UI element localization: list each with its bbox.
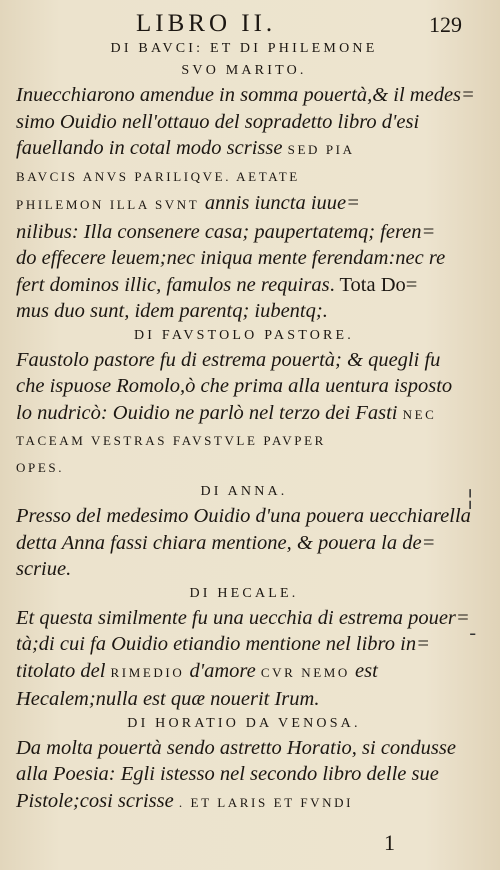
text-line: PHILEMON ILLA SVNT annis iuncta iuue= (16, 192, 360, 214)
catchword: 1 (384, 830, 395, 855)
text-line: Presso del medesimo Ouidio d'una pouera uecchiarella (16, 505, 471, 527)
text-line: Et questa similmente fu una uecchia di estrema pouer= (16, 606, 470, 629)
page-number: 129 (429, 12, 462, 37)
text-line: lo nudricò: Ouidio ne parlò nel terzo dei Fasti NEC (16, 401, 437, 424)
section-heading-baucis: DI BAVCI: ET DI PHILEMONE (110, 41, 378, 56)
paragraph-anna (16, 503, 472, 583)
paragraph-hecale (16, 605, 472, 713)
ink-mark: ╎ (463, 489, 476, 511)
paragraph-horatio (16, 735, 472, 817)
paragraph-faustolo (16, 347, 472, 482)
text-line: Faustolo pastore fu di estrema pouertà; & quegli fu (16, 348, 441, 371)
text-line: TACEAM VESTRAS FAVSTVLE PAVPER (16, 433, 326, 448)
text-line: che ispuose Romolo,ò che prima alla uentura isposto (16, 375, 453, 397)
text-line: do effecere leuem;nec iniqua mente ferendam:nec re (16, 247, 446, 269)
section-heading-baucis-2: SVO MARITO. (181, 63, 307, 78)
text-line: Hecalem;nulla est quæ nouerit Irum. (16, 688, 320, 710)
text-line: Da molta pouertà sendo astretto Horatio, si condusse (16, 736, 456, 759)
text-line: fert dominos illic, famulos ne requiras. Tota Do= (16, 273, 418, 296)
text-line: detta Anna fassi chiara mentione, & pouera la de= (16, 531, 436, 554)
section-heading-hecale: DI HECALE. (189, 585, 299, 601)
text-line: tà;di cui fa Ouidio etiandio mentione nel libro in= (16, 633, 430, 655)
paragraph-baucis (16, 82, 475, 325)
section-heading-anna: DI ANNA. (200, 484, 288, 499)
text-line: BAVCIS ANVS PARILIQVE. AETATE (16, 168, 300, 184)
text-line: titolato del RIMEDIO d'amore CVR NEMO est (16, 659, 378, 682)
text-line: Pistole;cosi scrisse . ET LARIS ET FVNDI (16, 789, 354, 812)
text-line: alla Poesia: Egli istesso nel secondo libro delle sue (16, 763, 439, 785)
text-line: OPES. (16, 459, 65, 475)
text-line: mus duo sunt, idem parentq; iubentq;. (16, 300, 328, 322)
running-head (16, 8, 472, 38)
text-line: Inuecchiarono amendue in somma pouertà,& il medes= (16, 84, 475, 106)
ink-mark: - (469, 622, 476, 644)
section-heading-horatio: DI HORATIO DA VENOSA. (127, 715, 361, 731)
section-heading-faustolo: DI FAVSTOLO PASTORE. (134, 327, 354, 343)
text-line: fauellando in cotal modo scrisse SED PIA (16, 137, 355, 159)
text-line: nilibus: Illa consenere casa; paupertatemq; feren= (16, 220, 436, 243)
text-line: scriue. (16, 558, 72, 580)
text-line: simo Ouidio nell'ottauo del sopradetto libro d'esi (16, 110, 420, 133)
running-title: LIBRO II. (136, 10, 277, 37)
